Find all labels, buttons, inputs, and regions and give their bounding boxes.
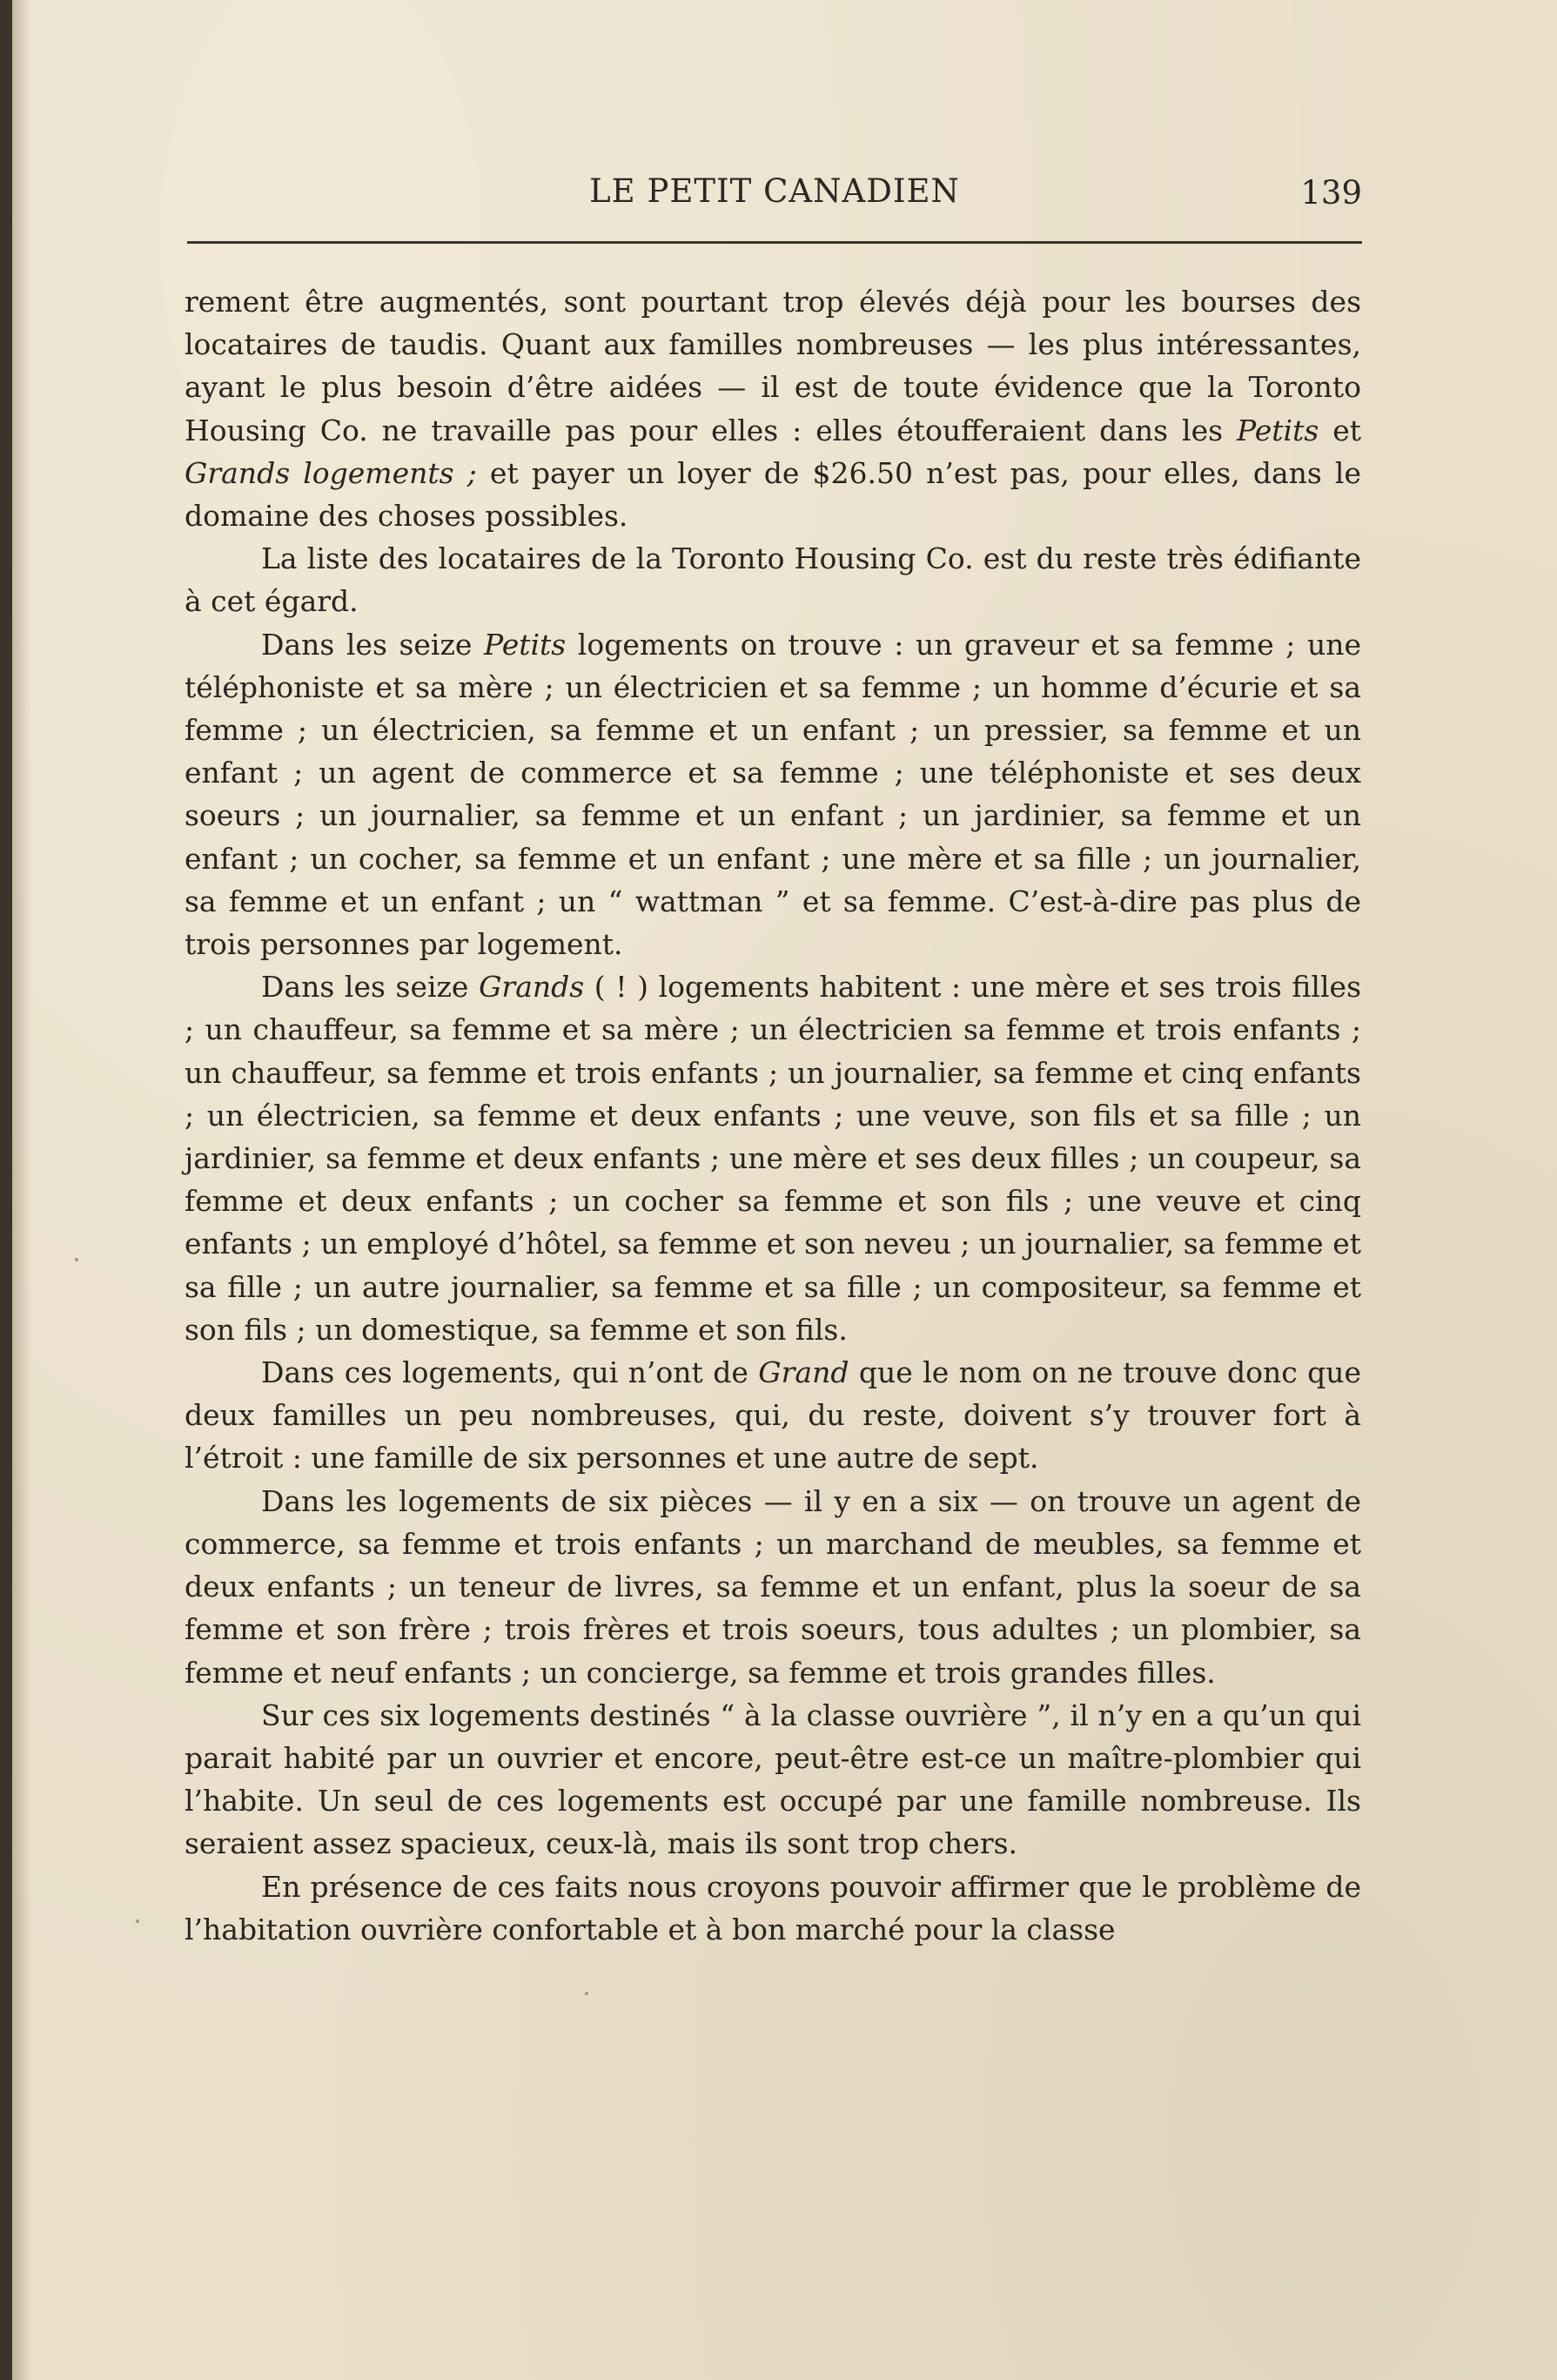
italic-text: Grands logements ;: [185, 455, 477, 490]
text-run: ( ! ) logements habitent : une mère et ses trois filles ; un chauffeur, sa femme et sa mère ; un électricien sa femme et trois enfants ; un chauffeur, sa femme et trois enfants ; un journalier, sa femme et cinq enfants ; un électricien, sa femme et deux enfants ; une veuve, son fils et sa fille ; un jardinier, sa femme et deux enfants ; une mère et ses deux filles ; un coupeur, sa femme et deux enfants ; un cocher sa femme et son fils ; une veuve et cinq enfants ; un employé d’hôtel, sa femme et son neveu ; un journalier, sa femme et sa fille ; un autre journalier, sa femme et sa fille ; un compositeur, sa femme et son fils ; un domestique, sa femme et son fils.: [185, 970, 1362, 1347]
page-number: 139: [1300, 174, 1362, 212]
text-run: logements on trouve : un graveur et sa femme ; une téléphoniste et sa mère ; un électricien et sa femme ; un homme d’écurie et sa femme ; un électricien, sa femme et un enfant ; un pressier, sa femme et un enfant ; un agent de commerce et sa femme ; une téléphoniste et ses deux soeurs ; un journalier, sa femme et un enfant ; un jardinier, sa femme et un enfant ; un cocher, sa femme et un enfant ; une mère et sa fille ; un journalier, sa femme et un enfant ; un “ wattman ” et sa femme. C’est-à-dire pas plus de trois personnes par logement.: [185, 627, 1362, 962]
italic-text: Grands: [479, 970, 585, 1005]
text-run: et payer un loyer de $26.50 n’est pas, pour elles, dans le domaine des choses possibles.: [185, 455, 1361, 534]
header-rule: [187, 241, 1362, 244]
italic-text: Petits: [483, 627, 567, 662]
text-run: Sur ces six logements destinés “ à la classe ouvrière ”, il n’y en a qu’un qui parait habité par un ouvrier et encore, peut-être est-ce un maître-plombier qui l’habite. Un seul de ces logements est occupé par une famille nombreuse. Ils seraient assez spacieux, ceux-là, mais ils sont trop chers.: [185, 1698, 1361, 1861]
page-header: [187, 172, 1362, 225]
paragraph: [185, 1866, 1361, 1951]
text-run: et: [1319, 413, 1361, 447]
paper-speck: [136, 1919, 139, 1923]
italic-text: Grand: [758, 1355, 849, 1390]
binding-shadow: [12, 0, 31, 2380]
running-title: LE PETIT CANADIEN: [589, 172, 960, 210]
body-text: [185, 280, 1361, 1951]
paragraph: [185, 1694, 1361, 1866]
italic-text: Petits: [1237, 413, 1319, 447]
text-run: Dans les seize: [261, 970, 480, 1005]
text-run: Dans les logements de six pièces — il y en a six — on trouve un agent de commerce, sa femme et trois enfants ; un marchand de meubles, sa femme et deux enfants ; un teneur de livres, sa femme et un enfant, plus la soeur de sa femme et son frère ; trois frères et trois soeurs, tous adultes ; un plombier, sa femme et neuf enfants ; un concierge, sa femme et trois grandes filles.: [185, 1483, 1361, 1690]
paragraph: [185, 537, 1361, 622]
paragraph: [185, 1480, 1361, 1694]
paragraph: [185, 280, 1361, 537]
text-run: rement être augmentés, sont pourtant trop élevés déjà pour les bourses des locataires de taudis. Quant aux familles nombreuses — les plus intéressantes, ayant le plus besoin d’être aidées — il est de toute évidence que la Toronto Housing Co. ne travaille pas pour elles : elles étoufferaient dans les: [185, 285, 1361, 447]
text-run: Dans les seize: [261, 627, 484, 662]
paragraph: [185, 965, 1361, 1351]
text-run: La liste des locataires de la Toronto Housing Co. est du reste très édifiante à cet égard.: [185, 541, 1361, 619]
paper-speck: [585, 1992, 588, 1995]
paragraph: [185, 623, 1361, 966]
text-run: En présence de ces faits nous croyons pouvoir affirmer que le problème de l’habitation ouvrière confortable et à bon marché pour la classe: [185, 1869, 1361, 1946]
paragraph: [185, 1351, 1361, 1480]
text-run: que le nom on ne trouve donc que deux familles un peu nombreuses, qui, du reste, doivent s’y trouver fort à l’étroit : une famille de six personnes et une autre de sept.: [185, 1355, 1361, 1476]
paper-speck: [75, 1258, 78, 1261]
text-run: Dans ces logements, qui n’ont de: [261, 1355, 759, 1390]
